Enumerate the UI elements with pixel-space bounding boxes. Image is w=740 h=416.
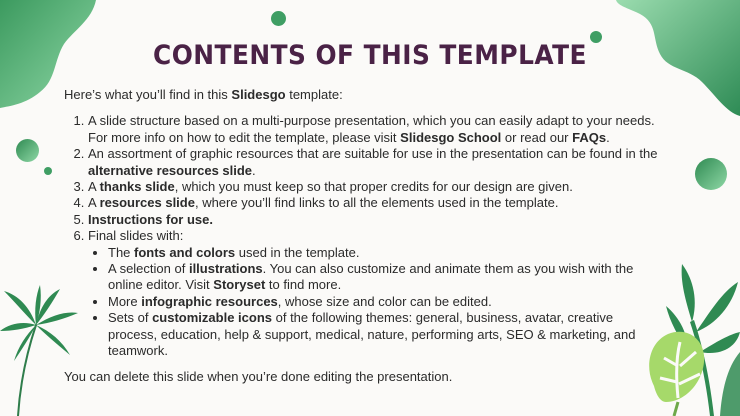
- green-dot-small-top: [271, 11, 286, 26]
- list-item: 3. A thanks slide, which you must keep so that proper credits for our design are given.: [88, 179, 664, 195]
- intro-bold: Slidesgo: [231, 87, 286, 102]
- green-dot-left-tiny: [44, 167, 52, 175]
- green-dot-right: [695, 158, 727, 190]
- contents-list: [64, 113, 664, 359]
- green-dot-left: [16, 139, 39, 162]
- sublist-item: • The fonts and colors used in the template.: [108, 245, 664, 261]
- sublist-item: • More infographic resources, whose size and color can be edited.: [108, 294, 664, 310]
- list-item: 1. A slide structure based on a multi-purpose presentation, which you can easily adapt to your needs. For more info on how to edit the template, please visit Slidesgo School or read our FAQs.: [88, 113, 664, 146]
- sublist-item: • Sets of customizable icons of the following themes: general, business, avatar, creative process, education, help & support, medical, nature, performing arts, SEO & marketing, and teamwork.: [108, 310, 664, 359]
- final-slides-sublist: [88, 245, 664, 360]
- page-title: CONTENTS OF THIS TEMPLATE: [153, 40, 587, 71]
- intro-pre: Here’s what you’ll find in this: [64, 87, 232, 102]
- outro-text: You can delete this slide when you’re done editing the presentation.: [64, 368, 453, 384]
- intro-text: [64, 87, 664, 103]
- list-item: 6. Final slides with: • The fonts and colors used in the template. • A selection of illustrations. You can also customize and animate them as you wish with the online editor. Visit Storyset to find more. • More infographic resources, whose size and color can be edited. • Sets of customizable icons of the following themes: general, business, avatar, creative process, education, help & support, medical, nature, performing arts, SEO & marketing, and teamwork.: [88, 228, 664, 359]
- intro-post: template:: [285, 87, 343, 102]
- sublist-item: • A selection of illustrations. You can also customize and animate them as you wish with the online editor. Visit Storyset to find more.: [108, 261, 664, 294]
- content-body: [64, 87, 664, 385]
- list-item: 5. Instructions for use.: [88, 212, 664, 228]
- list-item: 2. An assortment of graphic resources that are suitable for use in the presentation can be found in the alternative resources slide.: [88, 146, 664, 179]
- list-item: 4. A resources slide, where you’ll find links to all the elements used in the template.: [88, 195, 664, 211]
